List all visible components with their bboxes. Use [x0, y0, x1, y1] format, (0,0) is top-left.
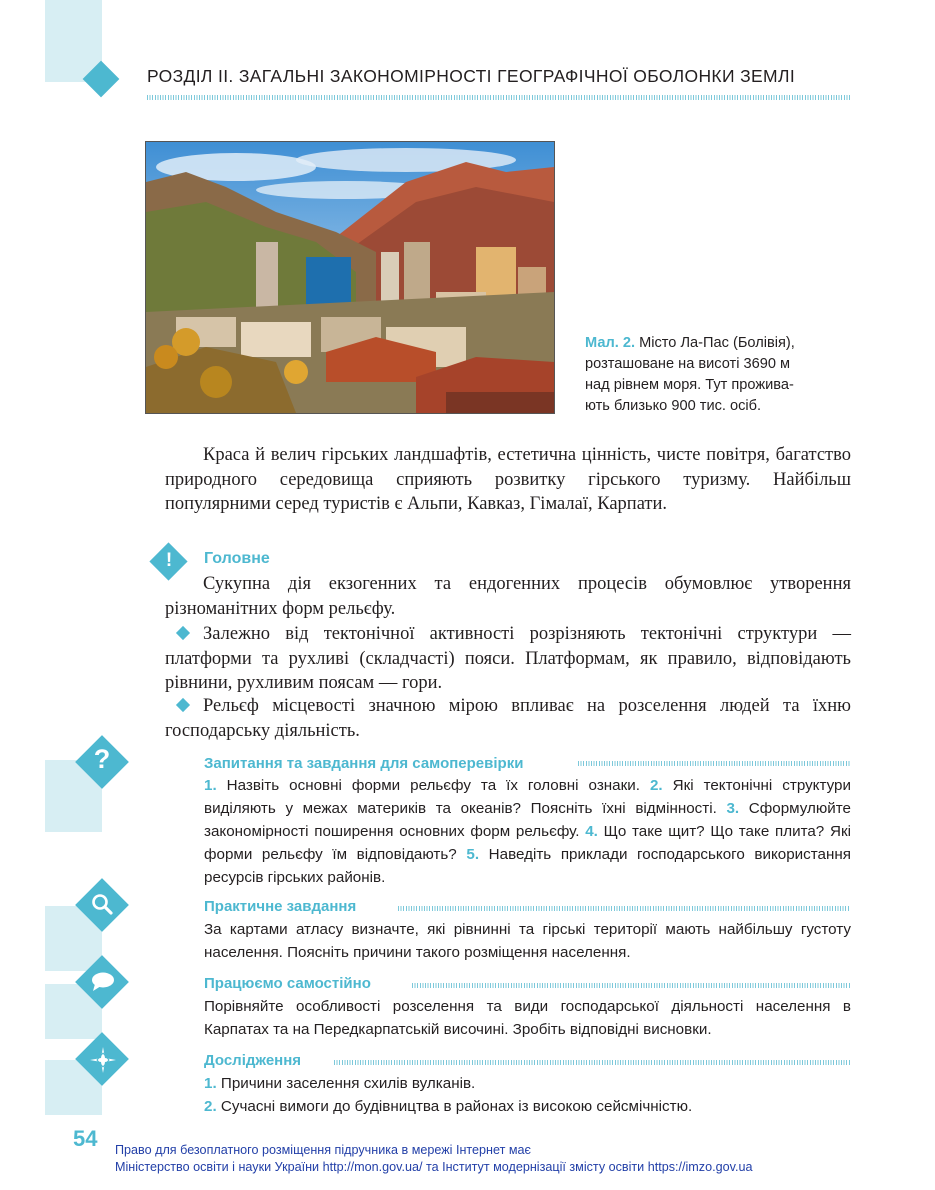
question-3-text: Сформулюйте закономірності поширення основних форм рельєфу.: [204, 800, 851, 840]
la-paz-photo: [146, 142, 554, 413]
body-paragraph: Краса й велич гірських ландшафтів, естетична цінність, чисте повітря, багатство природного середовища сприяють розвитку гірського туризму. Найбільш популярними серед туристів є Альпи, Кавказ, Гімалаї, Карпати.: [165, 445, 851, 514]
independent-title: Працюємо самостійно: [204, 975, 371, 992]
questions-divider: [578, 761, 850, 766]
question-4-number: 4.: [585, 823, 598, 840]
figure-photo: [145, 141, 555, 414]
question-5-text: Наведіть приклади господарського використання ресурсів гірських районів.: [204, 846, 851, 886]
research-2-number: 2.: [204, 1098, 217, 1115]
independent-text: Порівняйте особливості розселення та види господарської діяльності населення в Карпатах та на Передкарпатській височині. Зробіть відповідні висновки.: [204, 998, 851, 1038]
practical-divider: [398, 906, 850, 911]
caption-line-3: над рівнем моря. Тут прожива-: [585, 377, 794, 393]
figure-caption: [585, 333, 835, 417]
question-4-text: Що таке щит? Що таке плита? Які форми рельєфу їм відповідають?: [204, 823, 851, 863]
research-2-text: Сучасні вимоги до будівництва в районах із високою сейсмічністю.: [220, 1098, 693, 1115]
caption-line-1: Місто Ла-Пас (Болівія),: [639, 335, 795, 351]
research-divider: [334, 1060, 850, 1065]
copyright-line-2: Міністерство освіти і науки України http://mon.gov.ua/ та Інститут модернізації змісту освіти https://imzo.gov.ua: [115, 1159, 753, 1174]
question-1-number: 1.: [204, 777, 217, 794]
exclamation-icon: !: [165, 550, 173, 571]
page-number: 54: [73, 1126, 98, 1151]
questions-title: Запитання та завдання для самоперевірки: [204, 755, 524, 772]
chapter-title: РОЗДІЛ ІІ. ЗАГАЛЬНІ ЗАКОНОМІРНОСТІ ГЕОГРАФІЧНОЇ ОБОЛОНКИ ЗЕМЛІ: [147, 66, 796, 86]
questions-text: [204, 774, 851, 889]
question-icon: ?: [93, 744, 111, 774]
practical-text: За картами атласу визначте, які рівнинні та гірські території мають найбільшу густоту населення. Поясніть причини такого розміщення населення.: [204, 921, 851, 961]
question-1-text: Назвіть основні форми рельєфу та їх головні ознаки.: [226, 777, 640, 794]
caption-line-2: розташоване на висоті 3690 м: [585, 356, 791, 372]
main-paragraph-3: Рельєф місцевості значною мірою впливає на розселення людей та їхню господарську діяльність.: [165, 696, 851, 741]
question-3-number: 3.: [726, 800, 740, 817]
question-2-number: 2.: [649, 777, 663, 794]
main-paragraph-1: Сукупна дія екзогенних та ендогенних процесів обумовлює утворення різноманітних форм рельєфу.: [165, 574, 851, 619]
independent-divider: [412, 983, 850, 988]
figure-label: Мал. 2.: [585, 335, 636, 351]
caption-line-4: ють близько 900 тис. осіб.: [585, 398, 762, 414]
compass-star-icon: [88, 1045, 118, 1075]
research-item-2: [204, 1095, 851, 1118]
research-item-1: [204, 1072, 851, 1095]
research-title: Дослідження: [204, 1052, 302, 1069]
main-section-title: Головне: [204, 550, 270, 567]
research-1-text: Причини заселення схилів вулканів.: [220, 1075, 476, 1092]
main-paragraph-2: Залежно від тектонічної активності розрізняють тектонічні структури — платформи та рухливі (складчасті) пояси. Платформам, як правило, відповідають рівнини, рухливим поясам — гори.: [165, 624, 851, 693]
research-1-number: 1.: [204, 1075, 217, 1092]
magnifier-icon: [90, 892, 116, 918]
question-2-text: Які тектонічні структури виділяють у межах материків та океанів? Поясніть їхні відмінності.: [204, 777, 851, 817]
copyright-line-1: Право для безоплатного розміщення підручника в мережі Інтернет має: [115, 1143, 531, 1157]
practical-title: Практичне завдання: [204, 898, 357, 915]
question-5-number: 5.: [466, 846, 480, 863]
copyright-notice: [115, 1142, 752, 1175]
header-divider: [147, 95, 850, 100]
speech-bubble-icon: [89, 970, 117, 994]
